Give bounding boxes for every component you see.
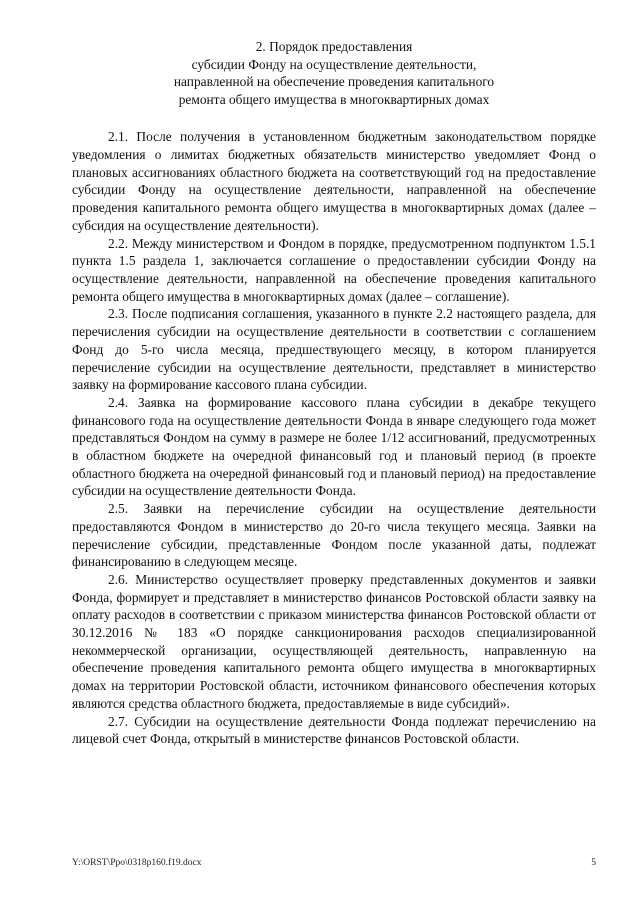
document-page xyxy=(72,38,596,748)
file-path: Y:\ORST\Ppo\0318p160.f19.docx xyxy=(72,858,202,868)
paragraph-2-5: 2.5. Заявки на перечисление субсидии на осуществление деятельности предоставляются Фондом в министерство до 20-го числа текущего месяца. Заявки на перечисление субсидии, представленные Фондом после указанной даты, подлежат финансированию в следующем месяце. xyxy=(72,501,596,570)
paragraph-2-3: 2.3. После подписания соглашения, указанного в пункте 2.2 настоящего раздела, для перечисления субсидии на осуществление деятельности в соответствии с соглашением Фонд до 5-го числа месяца, предшествующего месяцу, в котором планируется перечисление субсидии на осуществление деятельности, представляет в министерство заявку на формирование кассового плана субсидии. xyxy=(72,306,596,393)
heading-line: субсидии Фонду на осуществление деятельности, xyxy=(191,56,477,72)
page-number: 5 xyxy=(591,858,596,868)
paragraph-2-4: 2.4. Заявка на формирование кассового плана субсидии в декабре текущего финансового года на осуществление деятельности Фонда в январе следующего года может представляться Фондом на сумму в размере не более 1/12 ассигнований, предусмотренных в областном бюджете на очередной финансовый год и плановый период (в проекте областного бюджета на очередной финансовый год и плановый период) на предоставление субсидии на осуществление деятельности Фонда. xyxy=(72,394,596,499)
heading-line: ремонта общего имущества в многоквартирных домах xyxy=(178,91,490,107)
paragraph-2-2: 2.2. Между министерством и Фондом в порядке, предусмотренном подпунктом 1.5.1 пункта 1.5 раздела 1, заключается соглашение о предоставлении субсидии Фонду на осуществление деятельности, направленной на обеспечение проведения капитального ремонта общего имущества в многоквартирных домах (далее – соглашение). xyxy=(72,235,596,304)
paragraph-2-7: 2.7. Субсидии на осуществление деятельности Фонда подлежат перечислению на лицевой счет Фонда, открытый в министерстве финансов Ростовской области. xyxy=(72,713,596,747)
heading-line: направленной на обеспечение проведения капитального xyxy=(173,74,495,90)
heading-line: 2. Порядок предоставления xyxy=(255,39,413,54)
paragraph-2-6: 2.6. Министерство осуществляет проверку представленных документов и заявки Фонда, формирует и представляет в министерство финансов Ростовской области заявку на оплату расходов в соответствии с приказом министерства финансов Ростовской области от 30.12.2016 № 183 «О порядке санкционирования расходов специализированной некоммерческой организации, осуществляющей деятельность, направленную на обеспечение проведения капитального ремонта общего имущества в многоквартирных домах на территории Ростовской области, источником финансового обеспечения которых являются средства областного бюджета, предоставляемые в виде субсидий». xyxy=(72,571,596,711)
paragraph-2-1: 2.1. После получения в установленном бюджетным законодательством порядке уведомления о лимитах бюджетных обязательств министерство уведомляет Фонд о плановых ассигнованиях областного бюджета на соответствующий год на предоставление субсидии Фонду на осуществление деятельности, направленной на обеспечение проведения капитального ремонта общего имущества в многоквартирных домах (далее – субсидия на осуществление деятельности). xyxy=(72,129,596,233)
section-heading xyxy=(72,38,596,108)
